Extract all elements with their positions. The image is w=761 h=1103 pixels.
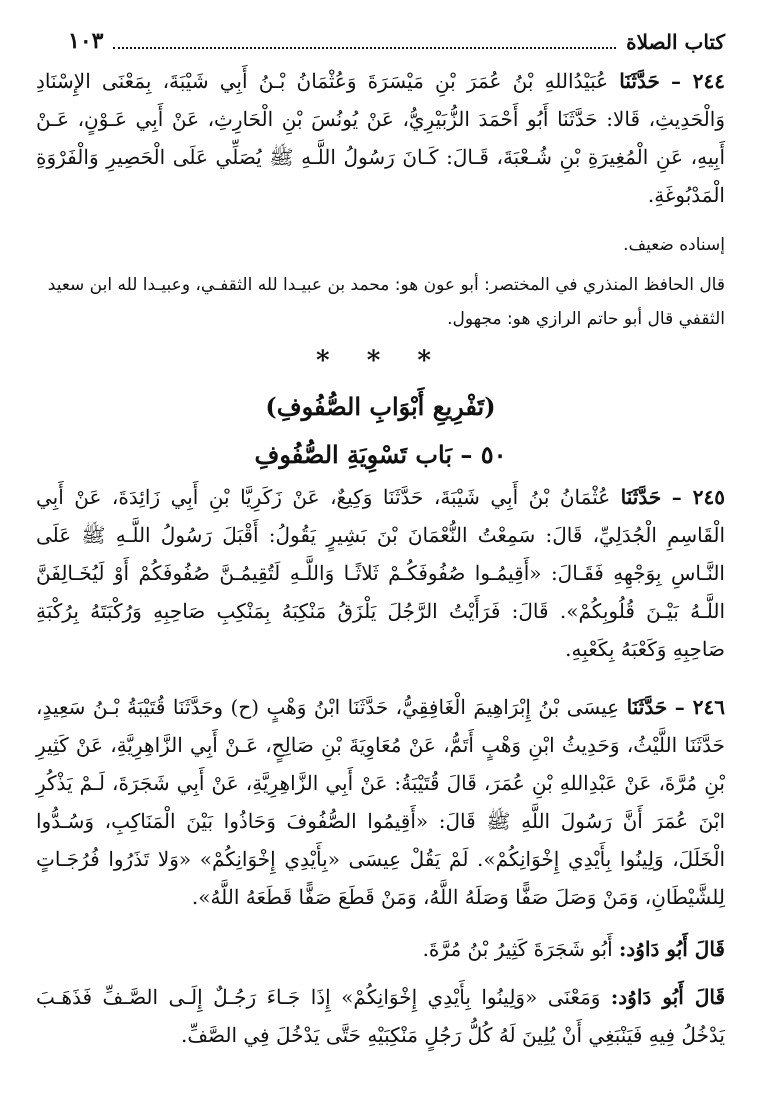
chapter-title: ٥٠ – بَاب تَسْوِيَةِ الصُّفُوفِ bbox=[254, 440, 507, 469]
comment-lead: قَالَ أَبُو دَاوُد: bbox=[610, 985, 726, 1009]
section-title: (تَفْرِيعِ أَبْوَابِ الصُّفُوفِ) bbox=[265, 392, 496, 421]
page-header bbox=[68, 28, 725, 54]
header-dotted-leader bbox=[113, 47, 616, 49]
comment-lead: قَالَ أَبُو دَاوُد: bbox=[619, 937, 725, 961]
abu-dawud-comment-2 bbox=[36, 978, 725, 1054]
hadith-number: ٢٤٦ – bbox=[674, 695, 726, 719]
book-title: كتاب الصلاة bbox=[626, 30, 725, 54]
hadith-lead: حَدَّثَنَا bbox=[626, 695, 668, 719]
comment-text: أَبُو شَجَرَةَ كَثِيرُ بْنُ مُرَّةَ. bbox=[422, 937, 613, 961]
section-separator: * * * bbox=[316, 346, 445, 376]
abu-dawud-comment-1 bbox=[36, 930, 725, 968]
hadith-text: عُثْمَانُ بْنُ أَبِي شَيْبَةَ، حَدَّثَنَا وَكِيعٌ، عَنْ زَكَرِيَّا بْنِ أَبِي زَائِدَةَ، عَنْ أَبِي الْقَاسِمِ الْجُدَلِيِّ، قَالَ: سَمِعْتُ النُّعْمَانَ بْنَ بَشِيرٍ يَقُولُ: أَقْبَلَ رَسُولُ اللَّـهِ ﷺ عَلَى النَّـاسِ بِوَجْهِهِ فَقَـالَ: «أَقِيمُـوا صُفُوفَكُـمْ ثَلاثًـا وَاللَّـهِ لَتُقِيمُـنَّ صُفُوفَكُمْ أَوْ لَيُخَـالِفَنَّ اللَّـهُ بَيْـنَ قُلُوبِكُمْ». قَالَ: فَرَأَيْتُ الرَّجُلَ يَلْزَقُ مَنْكِبَهُ بِمَنْكِبِ صَاحِبِهِ وَرُكْبَتَهُ بِرُكْبَةِ صَاحِبِهِ وَكَعْبَهُ بِكَعْبِهِ. bbox=[36, 485, 725, 661]
hadith-244 bbox=[36, 62, 725, 214]
isnad-grading: إسناده ضعيف. bbox=[623, 235, 725, 255]
hadith-lead: حَدَّثَنَا bbox=[619, 69, 660, 93]
hadith-number: ٢٤٥ – bbox=[671, 485, 726, 509]
comment-text: وَمَعْنَى «وَلِينُوا بِأَيْدِي إِخْوَانِكُمْ» إِذَا جَـاءَ رَجُـلٌ إِلَـى الصَّـفِّ فَذَهَـبَ يَدْخُلُ فِيهِ فَيَنْبَغِي أَنْ يُلِينَ لَهُ كُلُّ رَجُلٍ مَنْكِبَيْهِ حَتَّى يَدْخُلَ فِي الصَّفِّ. bbox=[36, 985, 725, 1047]
page-number: ١٠٣ bbox=[68, 28, 104, 54]
hadith-lead: حَدَّثَنَا bbox=[620, 485, 662, 509]
mundhiri-note: قال الحافظ المنذري في المختصر: أبو عون هو: محمد بن عبيـدا لله الثقفـي، وعبيـدا لله ابن سعيد الثقفي قال أبو حاتم الرازي هو: مجهول. bbox=[47, 275, 725, 329]
hadith-246 bbox=[36, 688, 725, 916]
hadith-text: عِيسَى بْنُ إِبْرَاهِيمَ الْغَافِقِيُّ، حَدَّثَنَا ابْنُ وَهْبٍ (ح) وحَدَّثَنَا قُتَيْبَةُ بْـنُ سَعِيدٍ، حَدَّثَنَا اللَّيْثُ، وَحَدِيثُ ابْنِ وَهْبٍ أَتَمُّ، عَنْ مُعَاوِيَةَ بْنِ صَالِحٍ، عَـنْ أَبِي الزَّاهِرِيَّةِ، عَنْ كَثِيرِ بْنِ مُرَّةَ، عَنْ عَبْدِاللهِ بْنِ عُمَرَ، قَالَ قُتَيْبَةُ: عَنْ أَبِي الزَّاهِرِيَّةِ، عَنْ أَبِي شَجَرَةَ، لَـمْ يَذْكُرِ ابْنَ عُمَرَ أَنَّ رَسُولَ اللَّهِ ﷺ قَالَ: «أَقِيمُوا الصُّفُوفَ وَحَاذُوا بَيْنَ الْمَنَاكِبِ، وَسُـدُّوا الْخَلَلَ، وَلِينُوا بِأَيْدِي إِخْوَانِكُمْ». لَمْ يَقُلْ عِيسَى «بِأَيْدِي إِخْوَانِكُمْ» «وَلا تَذَرُوا فُرُجَـاتٍ لِلشَّيْطَانِ، وَمَنْ وَصَلَ صَفًّا وَصَلَهُ اللَّهُ، وَمَنْ قَطَعَ صَفًّا قَطَعَهُ اللَّهُ». bbox=[36, 695, 725, 909]
hadith-text: عُبَيْدُاللهِ بْنُ عُمَرَ بْنِ مَيْسَرَةَ وَعُثْمَانُ بْـنُ أَبِي شَيْبَةَ، بِمَعْنَى الإِسْنَادِ وَالْحَدِيثِ، قَالا: حَدَّثَنَا أَبُو أَحْمَدَ الزُّبَيْرِيُّ، عَنْ يُونُسَ بْنِ الْحَارِثِ، عَنْ أَبِي عَـوْنٍ، عَـنْ أَبِيهِ، عَنِ الْمُغِيرَةِ بْنِ شُـعْبَةَ، قَـالَ: كَـانَ رَسُولُ اللَّـهِ ﷺ يُصَلِّي عَلَى الْحَصِيرِ وَالْفَرْوَةِ الْمَدْبُوغَةِ. bbox=[36, 69, 725, 207]
hadith-number: ٢٤٤ – bbox=[670, 69, 725, 93]
hadith-245 bbox=[36, 478, 725, 668]
